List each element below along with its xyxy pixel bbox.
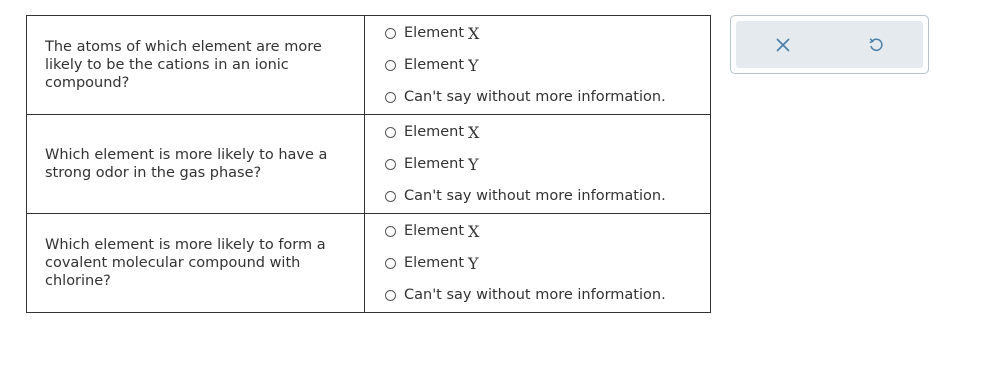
option-element-x[interactable]: [385, 122, 710, 142]
answer-toolbar: [730, 15, 929, 74]
option-element-x[interactable]: [385, 221, 710, 241]
option-symbol: Y: [468, 253, 479, 273]
option-element-y[interactable]: [385, 154, 710, 174]
toolbar-inner: [736, 21, 923, 68]
option-symbol: Y: [468, 154, 479, 174]
undo-icon: [868, 37, 884, 53]
option-symbol: Y: [468, 55, 479, 75]
option-element-y[interactable]: [385, 253, 710, 273]
question-row: [27, 16, 711, 115]
question-prompt: Which element is more likely to form a covalent molecular compound with chlorine?: [27, 214, 365, 313]
answer-options: [365, 214, 711, 313]
radio-button[interactable]: [385, 159, 396, 170]
option-label: Element: [404, 223, 465, 239]
option-element-x[interactable]: [385, 23, 710, 43]
option-cant-say[interactable]: [385, 285, 710, 305]
option-symbol: X: [468, 122, 480, 142]
option-cant-say[interactable]: [385, 87, 710, 107]
clear-button[interactable]: [763, 25, 803, 65]
answer-options: [365, 16, 711, 115]
option-element-y[interactable]: [385, 55, 710, 75]
option-label: Can't say without more information.: [404, 188, 666, 204]
option-label: Element: [404, 255, 465, 271]
option-label: Element: [404, 156, 465, 172]
close-icon: [776, 38, 790, 52]
radio-button[interactable]: [385, 28, 396, 39]
radio-button[interactable]: [385, 290, 396, 301]
question-prompt: Which element is more likely to have a strong odor in the gas phase?: [27, 115, 365, 214]
radio-button[interactable]: [385, 258, 396, 269]
option-label: Element: [404, 25, 465, 41]
option-label: Element: [404, 57, 465, 73]
radio-button[interactable]: [385, 92, 396, 103]
question-row: [27, 115, 711, 214]
question-prompt: The atoms of which element are more likely to be the cations in an ionic compound?: [27, 16, 365, 115]
answer-options: [365, 115, 711, 214]
question-row: [27, 214, 711, 313]
radio-button[interactable]: [385, 127, 396, 138]
reset-button[interactable]: [856, 25, 896, 65]
option-label: Can't say without more information.: [404, 287, 666, 303]
option-label: Can't say without more information.: [404, 89, 666, 105]
question-table: [26, 15, 711, 313]
radio-button[interactable]: [385, 226, 396, 237]
option-cant-say[interactable]: [385, 186, 710, 206]
radio-button[interactable]: [385, 60, 396, 71]
option-symbol: X: [468, 221, 480, 241]
option-label: Element: [404, 124, 465, 140]
option-symbol: X: [468, 23, 480, 43]
radio-button[interactable]: [385, 191, 396, 202]
